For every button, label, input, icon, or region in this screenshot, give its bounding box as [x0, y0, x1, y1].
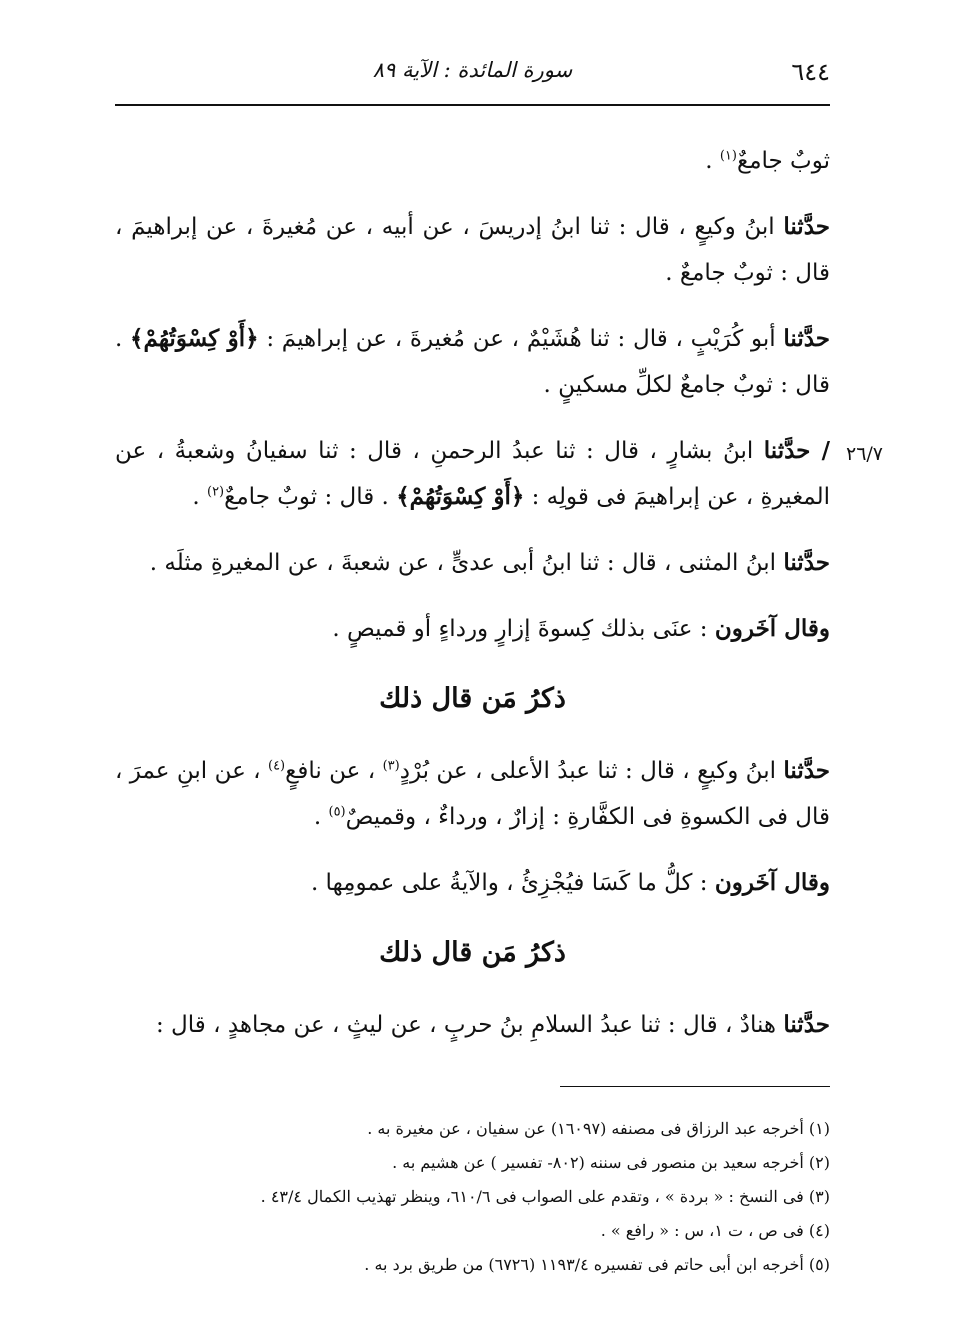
narration-lead: حدَّثنا [783, 213, 830, 240]
paragraph-5: حدَّثنا ابنُ المثنى ، قال : ثنا ابنُ أبى عدىٍّ ، عن شعبةَ ، عن المغيرةِ مثلَه . [149, 549, 830, 576]
paragraph-3: حدَّثنا أبو كُرَيْبٍ ، قال : ثنا هُشَيْمٌ ، عن مُغيرةَ ، عن إبراهيمَ : ﴿أَوْ كِسْوَتُهُمْ﴾ . قال : ثوبٌ جامعٌ لكلِّ مسكينٍ . [115, 325, 831, 398]
footnote-2: (٢) أخرجه سعيد بن منصور فى سننه (٨٠٢- تفسير ) عن هشيم به . [392, 1153, 830, 1172]
footnote-marker-5: (٥) [328, 804, 346, 820]
footnote-marker-3: (٣) [382, 758, 400, 774]
footnote-5: (٥) أخرجه ابن أبى حاتم فى تفسيره ١١٩٣/٤ (٦٧٢٦) من طريق برد به . [364, 1255, 830, 1274]
quran-quote: ﴿أَوْ كِسْوَتُهُمْ﴾ [130, 325, 259, 352]
page-number: ٦٤٤ [791, 58, 830, 86]
paragraph-6: وقال آخَرون : عنَى بذلك كِسوةَ إزارٍ ورداءٍ أو قميصٍ . [332, 615, 830, 642]
margin-reference: ٢٦/٧ [846, 443, 884, 465]
narration-lead: وقال آخَرون [714, 869, 830, 896]
paragraph-8: وقال آخَرون : كلُّ ما كَسَا فيُجْزِئُ ، والآيةُ على عمومِها . [310, 869, 830, 896]
footnote-marker-2: (٢) [206, 484, 225, 500]
footnote-marker-4: (٤) [267, 758, 286, 774]
footnote-4: (٤) فى ص ، ت ١، س : « رافع » . [600, 1221, 830, 1240]
paragraph-7: حدَّثنا ابنُ وكيعٍ ، قال : ثنا عبدُ الأعلى ، عن بُرْدٍ$^{(٣)}$ ، عن نافعٍ$^{(٤)}$ ، عن ابنِ عمرَ ، قال فى الكسوةِ فى الكفَّارةِ : إزارٌ ، ورداءٌ ، وقميصٌ$^{(٥)}$ . [115, 757, 831, 830]
paragraph-2: حدَّثنا ابنُ وكيعٍ ، قال : ثنا ابنُ إدريسَ ، عن أبيه ، عن مُغيرةَ ، عن إبراهيمَ ، قال : ثوبٌ جامعٌ . [115, 213, 830, 286]
paragraph-9: حدَّثنا هنادٌ ، قال : ثنا عبدُ السلامِ بنُ حربٍ ، عن ليثٍ ، عن مجاهدٍ ، قال : [156, 1011, 830, 1038]
footnote-marker-1: (١) [719, 148, 737, 164]
quran-quote: ﴿أَوْ كِسْوَتُهُمْ﴾ [396, 483, 525, 510]
paragraph-1: ثوبٌ جامعٌ$^{(١)}$ . [705, 148, 830, 174]
footnote-1: (١) أخرجه عبد الرزاق فى مصنفه (١٦٠٩٧) عن سفيان ، عن مغيرة به . [367, 1119, 830, 1138]
header-rule [115, 104, 830, 106]
running-title: سورة المائدة : الآية ٨٩ [372, 58, 573, 82]
main-text [115, 138, 830, 1068]
footnote-rule [560, 1086, 830, 1087]
page-header [115, 58, 830, 98]
narration-lead: حدَّثنا [783, 325, 831, 352]
narration-lead: حدَّثنا [783, 757, 831, 784]
paragraph-4: / حدَّثنا ابنُ بشارٍ ، قال : ثنا عبدُ الرحمنِ ، قال : ثنا سفيانُ وشعبةُ ، عن المغيرةِ ، عن إبراهيمَ فى قولِه : ﴿أَوْ كِسْوَتُهُمْ﴾ . قال : ثوبٌ جامعٌ$^{(٢)}$ . [115, 437, 830, 510]
narration-lead: حدَّثنا [783, 1011, 830, 1038]
section-heading-2: ذكرُ مَن قال ذلك [379, 937, 566, 968]
footnote-3: (٣) فى النسخ : « بردة » ، وتقدم على الصواب فى ٦١٠/٦، وينظر تهذيب الكمال ٤٣/٤ . [260, 1187, 830, 1206]
narration-lead: حدَّثنا [783, 549, 830, 576]
narration-lead: / حدَّثنا [763, 437, 830, 464]
footnotes [115, 1112, 830, 1282]
section-heading-1: ذكرُ مَن قال ذلك [379, 683, 566, 714]
narration-lead: وقال آخَرون [714, 615, 830, 642]
